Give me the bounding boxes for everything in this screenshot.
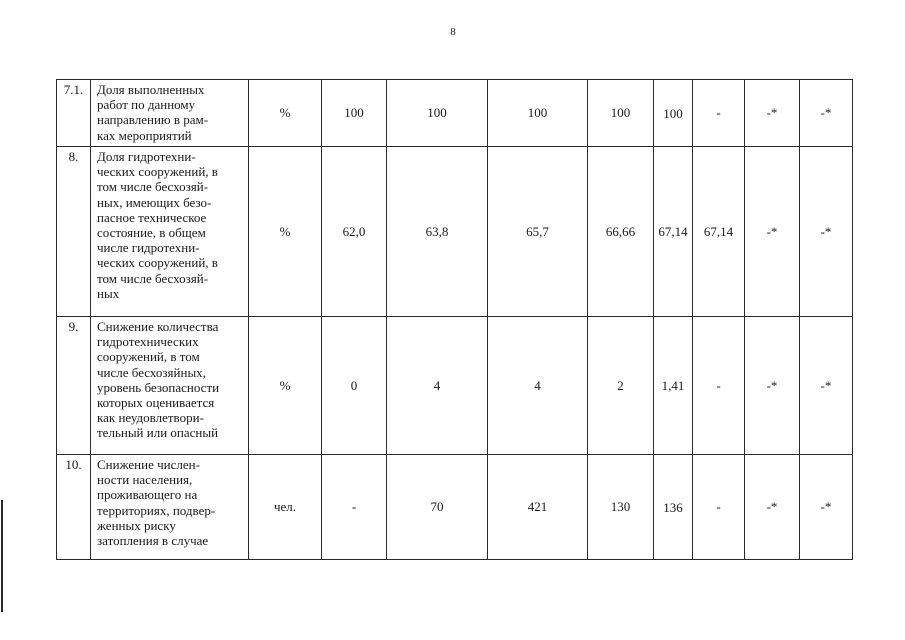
value-cell: 0 — [322, 317, 387, 455]
value-cell: -* — [800, 147, 853, 317]
value-cell: 136 — [654, 455, 693, 560]
description-line: уровень безопасности — [97, 379, 220, 395]
row-number: 8. — [57, 147, 91, 317]
value-cell: 4 — [387, 317, 488, 455]
value-cell: 100 — [322, 80, 387, 147]
value-cell: 100 — [387, 80, 488, 147]
unit-cell: чел. — [249, 455, 322, 560]
description-line: пасное техническое — [97, 209, 207, 225]
description-line: территориях, подвер- — [97, 502, 216, 518]
value-cell: -* — [745, 80, 800, 147]
description-line: проживающего на — [97, 487, 198, 503]
value-cell: -* — [745, 455, 800, 560]
value-cell: - — [693, 80, 745, 147]
value-cell: -* — [800, 317, 853, 455]
page-number: 8 — [450, 26, 456, 38]
description-line: тельный или опасный — [97, 425, 219, 441]
table-row — [57, 80, 853, 147]
value-cell: 100 — [588, 80, 654, 147]
description-line: том числе бесхозяй- — [97, 270, 209, 286]
value-cell: 66,66 — [588, 147, 654, 317]
unit-cell: % — [249, 147, 322, 317]
row-number: 7.1. — [57, 80, 91, 147]
value-cell: -* — [800, 80, 853, 147]
description-line: сооружений, в том — [97, 349, 200, 365]
value-cell: -* — [745, 317, 800, 455]
description-line: ности населения, — [97, 472, 193, 488]
value-cell: - — [693, 317, 745, 455]
description-line: состояние, в общем — [97, 225, 206, 241]
indicator-description — [91, 455, 249, 560]
indicator-description — [91, 317, 249, 455]
value-cell: - — [693, 455, 745, 560]
description-line: работ по данному — [97, 97, 196, 113]
value-cell: 100 — [654, 80, 693, 147]
description-line: том числе бесхозяй- — [97, 179, 209, 195]
value-cell: 63,8 — [387, 147, 488, 317]
value-cell: 2 — [588, 317, 654, 455]
description-line: женных риску — [97, 517, 176, 533]
description-line: Снижение количества — [97, 319, 219, 334]
description-line: ках мероприятий — [97, 127, 192, 143]
value-cell: 65,7 — [488, 147, 588, 317]
description-line: ных — [97, 285, 120, 301]
description-line: направлению в рам- — [97, 112, 209, 128]
scan-edge-mark — [1, 500, 3, 612]
value-cell: - — [322, 455, 387, 560]
value-cell: 100 — [488, 80, 588, 147]
description-line: которых оценивается — [97, 395, 215, 411]
description-line: ческих сооружений, в — [97, 255, 218, 271]
description-line: числе гидротехни- — [97, 240, 200, 256]
value-cell: -* — [800, 455, 853, 560]
value-cell: 67,14 — [654, 147, 693, 317]
table-row — [57, 455, 853, 560]
row-number: 9. — [57, 317, 91, 455]
indicators-table — [56, 79, 853, 560]
value-cell: 70 — [387, 455, 488, 560]
description-line: ческих сооружений, в — [97, 164, 218, 180]
description-line: Доля гидротехни- — [97, 149, 196, 164]
description-line: Доля выполненных — [97, 82, 205, 97]
value-cell: 4 — [488, 317, 588, 455]
table-row — [57, 317, 853, 455]
description-line: числе бесхозяйных, — [97, 364, 206, 380]
row-number: 10. — [57, 455, 91, 560]
indicator-description — [91, 80, 249, 147]
table-row — [57, 147, 853, 317]
description-line: как неудовлетвори- — [97, 410, 204, 426]
description-line: Снижение числен- — [97, 457, 200, 472]
value-cell: 62,0 — [322, 147, 387, 317]
unit-cell: % — [249, 80, 322, 147]
indicator-description — [91, 147, 249, 317]
description-line: гидротехнических — [97, 334, 199, 350]
description-line: затопления в случае — [97, 533, 209, 549]
value-cell: 421 — [488, 455, 588, 560]
value-cell: -* — [745, 147, 800, 317]
description-line: ных, имеющих безо- — [97, 194, 212, 210]
value-cell: 1,41 — [654, 317, 693, 455]
value-cell: 67,14 — [693, 147, 745, 317]
value-cell: 130 — [588, 455, 654, 560]
unit-cell: % — [249, 317, 322, 455]
